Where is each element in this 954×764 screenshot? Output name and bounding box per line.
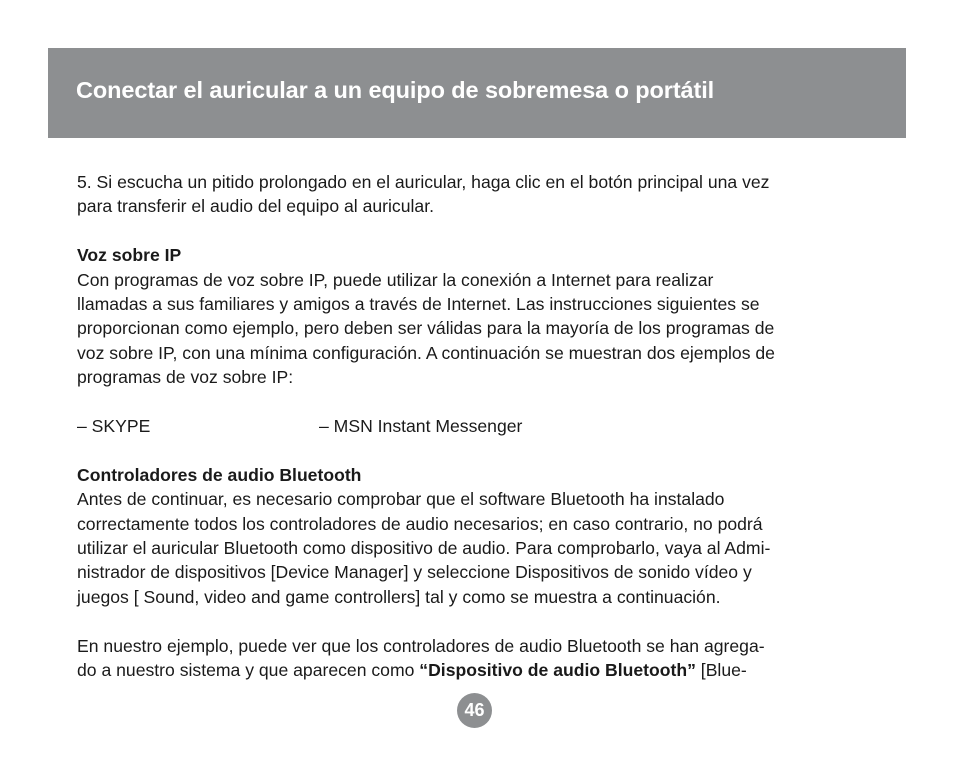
spacer <box>77 438 897 462</box>
example-line: En nuestro ejemplo, puede ver que los controladores de audio Bluetooth se han agrega- <box>77 635 765 656</box>
voip-line: programas de voz sobre IP: <box>77 367 294 388</box>
voip-line: Con programas de voz sobre IP, puede utilizar la conexión a Internet para realizar <box>77 269 714 290</box>
program-item-msn: – MSN Instant Messenger <box>319 416 523 437</box>
program-item-skype: – SKYPE <box>77 416 151 437</box>
spacer <box>77 609 897 633</box>
example-text: do a nuestro sistema y que aparecen como <box>77 660 420 681</box>
drivers-line: nistrador de dispositivos [Device Manager] y seleccione Dispositivos de sonido vídeo y <box>77 562 752 583</box>
header-bar <box>48 48 906 138</box>
voip-program-list <box>77 414 897 438</box>
drivers-line: correctamente todos los controladores de audio necesarios; en caso contrario, no podrá <box>77 513 763 534</box>
voip-line: proporcionan como ejemplo, pero deben ser válidas para la mayoría de los programas de <box>77 318 775 339</box>
drivers-line: Antes de continuar, es necesario comprobar que el software Bluetooth ha instalado <box>77 489 725 510</box>
drivers-heading: Controladores de audio Bluetooth <box>77 464 362 485</box>
voip-heading: Voz sobre IP <box>77 245 182 266</box>
step-5-line: 5. Si escucha un pitido prolongado en el auricular, haga clic en el botón principal una vez <box>77 172 770 192</box>
example-text: [Blue- <box>695 660 747 681</box>
voip-line: voz sobre IP, con una mínima configuración. A continuación se muestran dos ejemplos de <box>77 342 775 363</box>
spacer <box>77 390 897 414</box>
drivers-line: utilizar el auricular Bluetooth como dispositivo de audio. Para comprobarlo, vaya al Admi- <box>77 538 771 559</box>
step-5-line: para transferir el audio del equipo al auricular. <box>77 196 434 217</box>
device-name-emphasis: “Dispositivo de audio Bluetooth” <box>419 660 696 681</box>
spacer <box>77 219 897 243</box>
page-number-badge: 46 <box>457 693 492 728</box>
voip-line: llamadas a sus familiares y amigos a través de Internet. Las instrucciones siguientes se <box>77 294 760 315</box>
page-title: Conectar el auricular a un equipo de sobremesa o portátil <box>76 77 715 103</box>
page-content <box>77 170 897 682</box>
example-line <box>77 658 897 682</box>
drivers-line: juegos [ Sound, video and game controllers] tal y como se muestra a continuación. <box>77 586 721 607</box>
